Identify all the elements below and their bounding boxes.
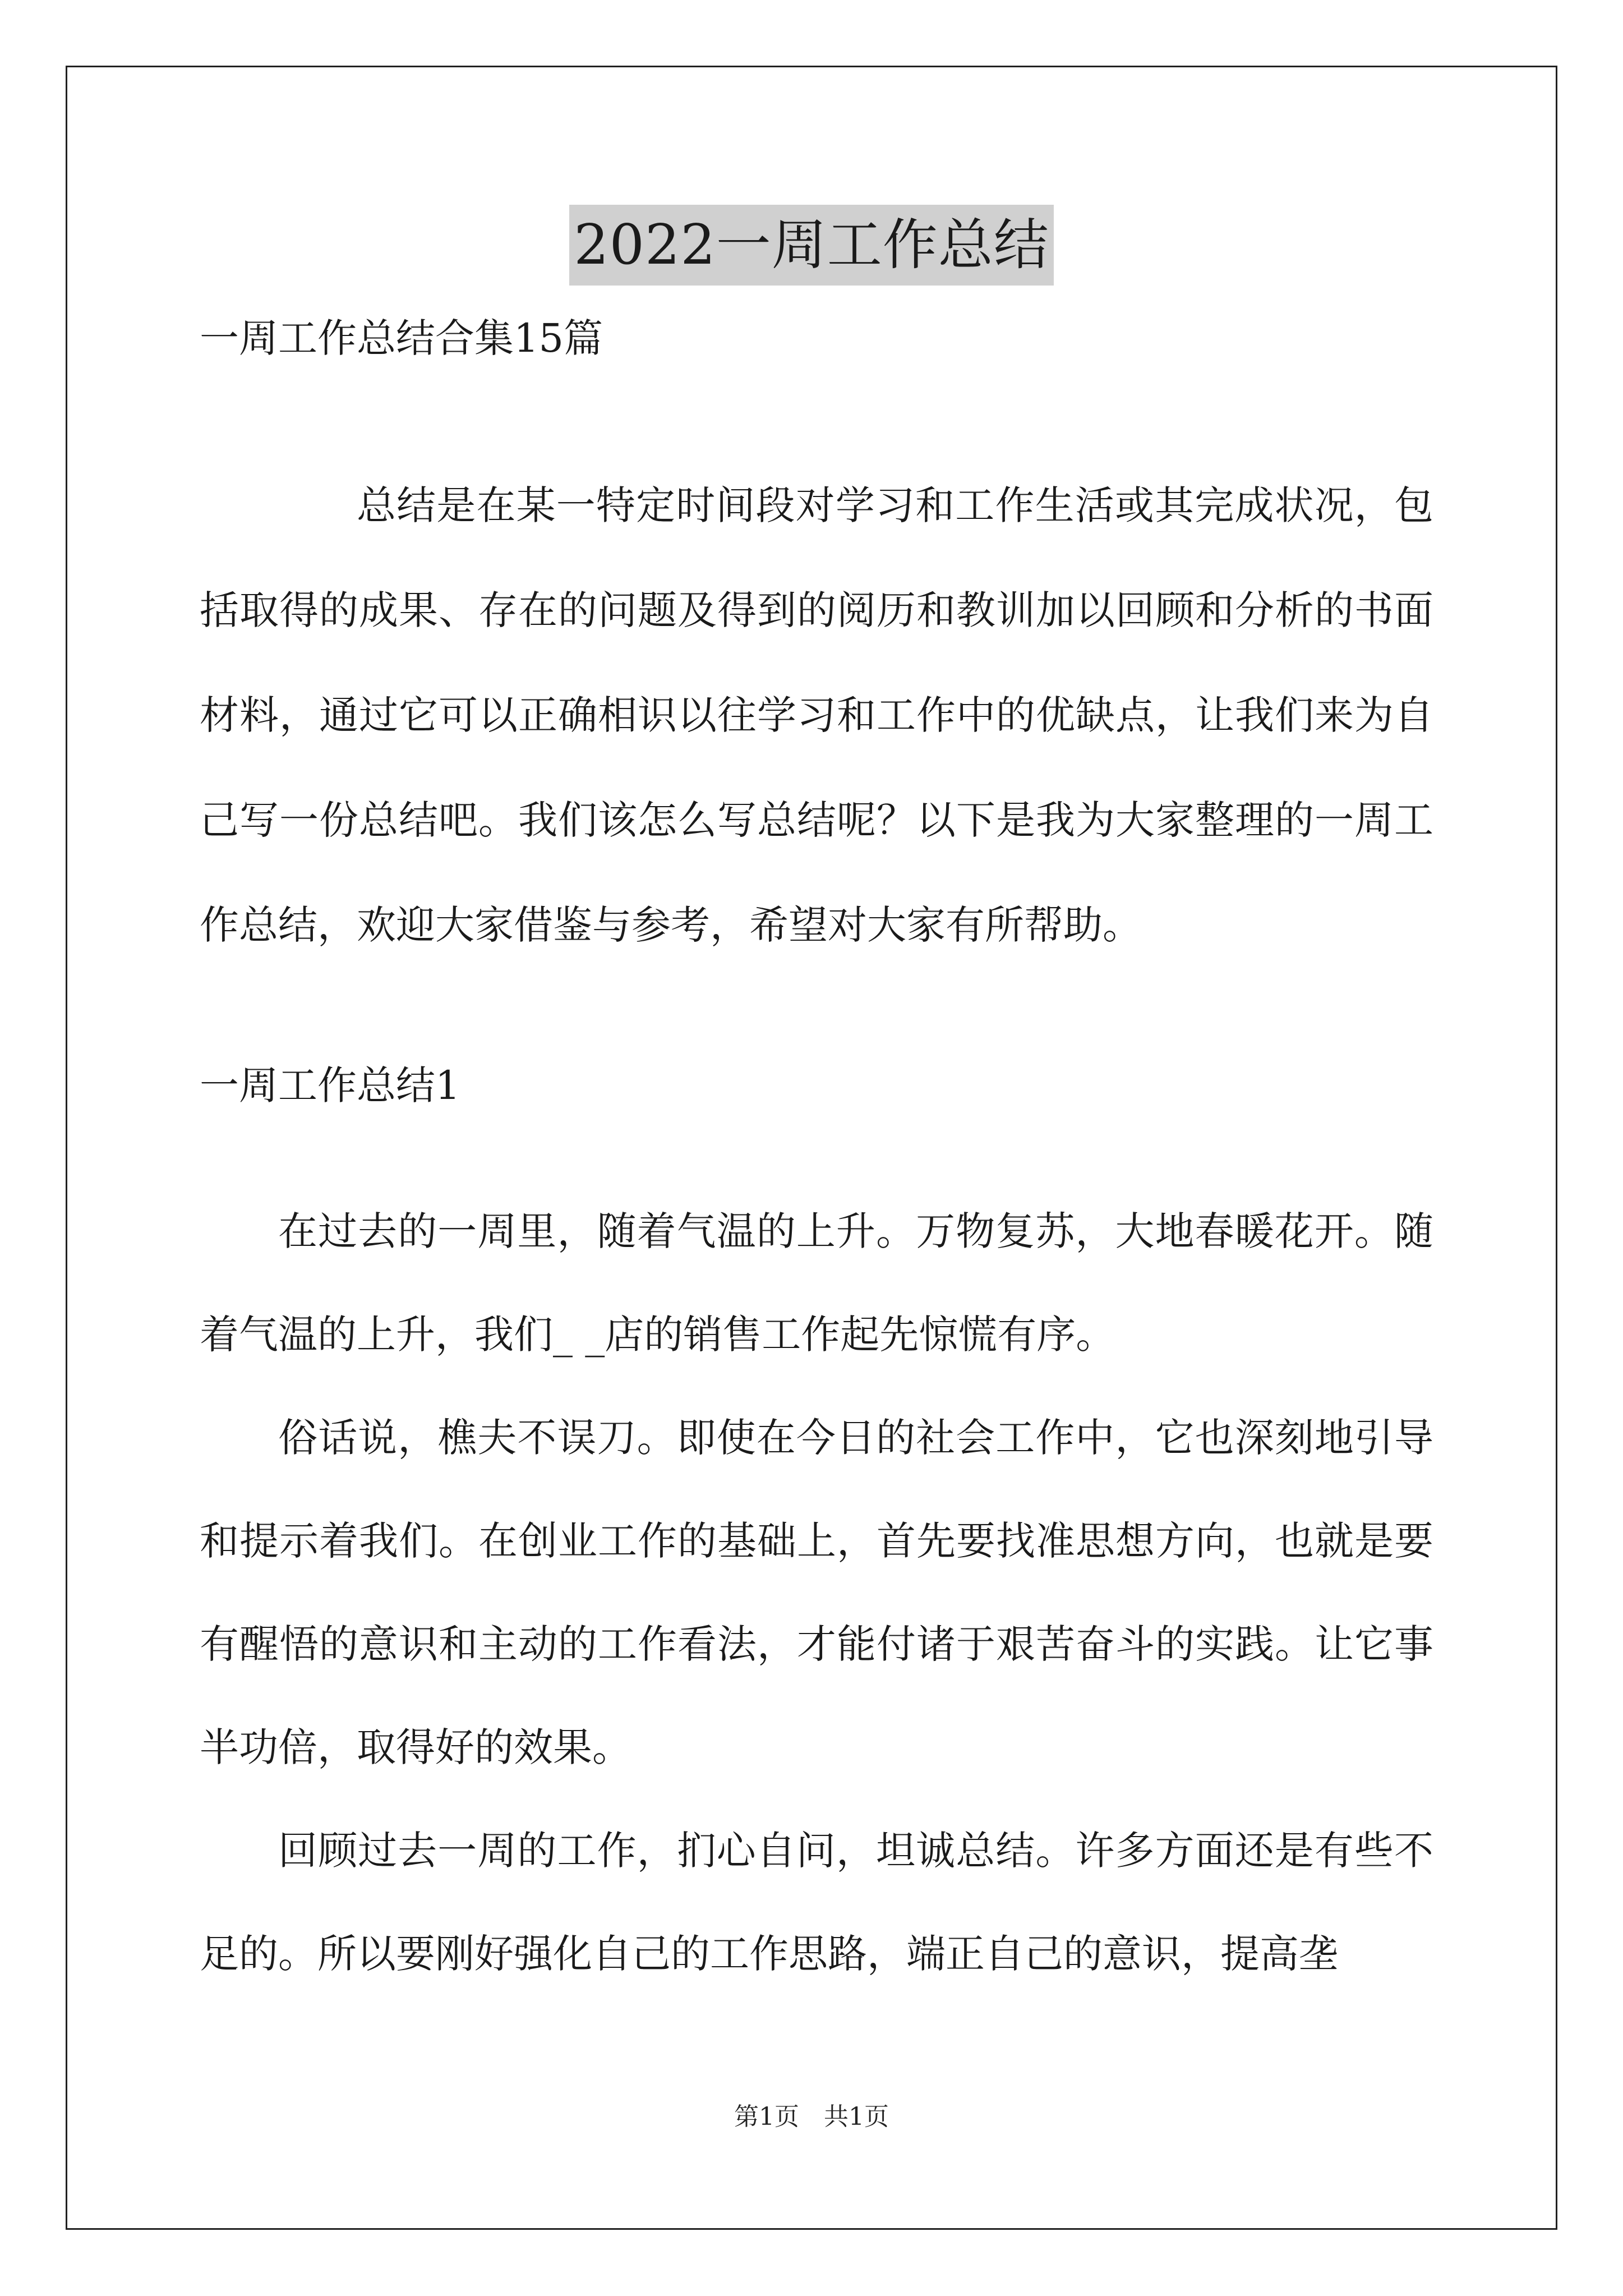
document-title: 2022一周工作总结 [569,205,1053,286]
section-heading: 一周工作总结1 [200,1062,460,1108]
page-footer: 第1页 共1页 [734,2102,889,2131]
document-subtitle: 一周工作总结合集15篇 [200,315,603,361]
section-paragraph-3: 回顾过去一周的工作，扪心自问，坦诚总结。许多方面还是有些不足的。所以要刚好强化自己的工作思路，端正自己的意识，提高垄 [200,1828,1433,1977]
title-container [0,205,1623,286]
intro-paragraph: 总结是在某一特定时间段对学习和工作生活或其完成状况，包括取得的成果、存在的问题及得到的阅历和教训加以回顾和分析的书面材料，通过它可以正确相识以往学习和工作中的优缺点，让我们来为自己写一份总结吧。我们该怎么写总结呢？以下是我为大家整理的一周工作总结，欢迎大家借鉴与参考，希望对大家有所帮助。 [200,482,1433,948]
section-paragraph-1: 在过去的一周里，随着气温的上升。万物复苏，大地春暖花开。随着气温的上升，我们_ _店的销售工作起先惊慌有序。 [200,1208,1433,1358]
section-paragraph-2: 俗话说，樵夫不误刀。即使在今日的社会工作中，它也深刻地引导和提示着我们。在创业工作的基础上，首先要找准思想方向，也就是要有醒悟的意识和主动的工作看法，才能付诸于艰苦奋斗的实践。让它事半功倍，取得好的效果。 [200,1415,1433,1770]
section-body [200,1180,1433,2005]
